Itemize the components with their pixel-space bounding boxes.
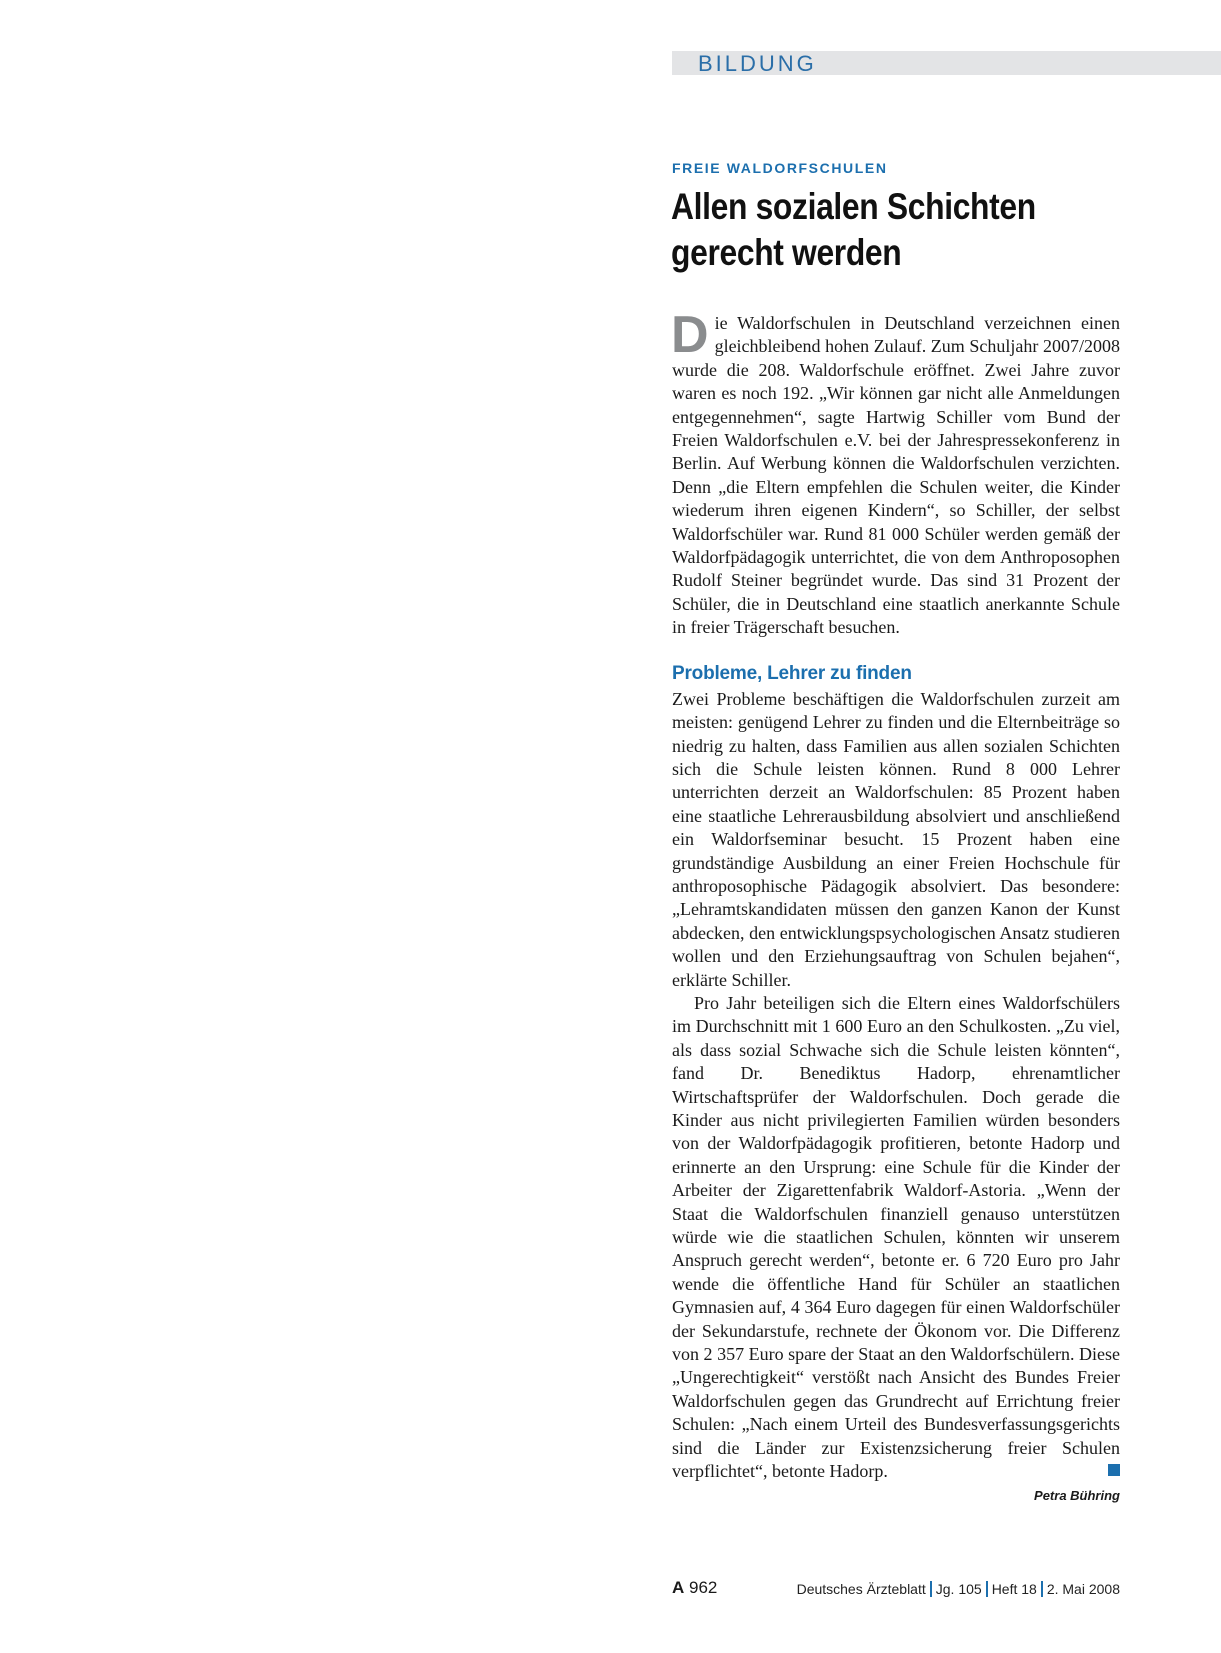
intro-text: ie Waldorfschulen in Deutschland verzeichnen einen gleichbleibend hohen Zulauf. Zum Schuljahr 2007/2008 wurde die 208. Waldorfschule eröffnet. Zwei Jahre zuvor waren es noch 192. „Wir können gar nicht alle Anmeldungen entgegennehmen“, sagte Hartwig Schiller vom Bund der Freien Waldorfschulen e.V. bei der Jahrespressekonferenz in Berlin. Auf Werbung können die Waldorfschulen verzichten. Denn „die Eltern empfehlen die Schulen weiter, die Kinder wiederum ihren eigenen Kindern“, so Schiller, der selbst Waldorfschüler war. Rund 81 000 Schüler werden gemäß der Waldorfpädagogik unterrichtet, die von dem Anthroposophen Rudolf Steiner begründet wurde. Das sind 31 Prozent der Schüler, die in Deutschland eine staatlich anerkannte Schule in freier Trägerschaft besuchen. [672,313,1120,638]
author-byline: Petra Bühring [1034,1487,1120,1503]
page-number-value: 962 [689,1578,718,1597]
journal-volume: Jg. 105 [935,1581,982,1597]
page-prefix: A [672,1578,685,1597]
article-kicker: FREIE WALDORFSCHULEN [672,160,888,176]
separator [930,1581,932,1597]
article-headline: Allen sozialen Schichten gerecht werden [671,186,1036,273]
body-paragraph [672,992,1120,1484]
drop-cap: D [671,306,709,364]
journal-name: Deutsches Ärzteblatt [796,1581,926,1597]
separator [1041,1581,1043,1597]
section-label: BILDUNG [698,51,817,76]
journal-issue: Heft 18 [991,1581,1037,1597]
body-paragraph-text: Pro Jahr beteiligen sich die Eltern eines Waldorfschülers im Durchschnitt mit 1 600 Euro an den Schulkosten. „Zu viel, als dass sozial Schwache sich die Schule leisten könnten“, fand Dr. Benediktus Hadorp, ehrenamtlicher Wirtschaftsprüfer der Waldorfschulen. Doch gerade die Kinder aus nicht privilegierten Familien würden besonders von der Waldorfpädagogik profitieren, betonte Hadorp und erinnerte an den Ursprung: eine Schule für die Kinder der Arbeiter der Zigarettenfabrik Waldorf-Astoria. „Wenn der Staat die Waldorfschulen finanziell genauso unterstützen würde wie die staatlichen Schulen, könnten wir unserem Anspruch gerecht werden“, betonte er. 6 720 Euro pro Jahr wende die öffentliche Hand für Schüler an staatlichen Gymnasien auf, 4 364 Euro dagegen für einen Waldorfschüler der Sekundarstufe, rechnete der Ökonom vor. Die Differenz von 2 357 Euro spare der Staat an den Waldorfschülern. Diese „Ungerechtigkeit“ verstößt nach Ansicht des Bundes Freier Waldorfschulen gegen das Grundrecht auf Errichtung freier Schulen: „Nach einem Urteil des Bundesverfassungsgerichts sind die Länder zur Existenzsicherung freier Schulen verpflichtet“, betonte Hadorp. [672,992,1120,1482]
intro-paragraph [671,306,1120,640]
page-number [672,1577,717,1599]
article-subheading: Probleme, Lehrer zu finden [672,662,912,684]
journal-date: 2. Mai 2008 [1046,1581,1120,1597]
article-body [671,306,1120,1506]
body-paragraph: Zwei Probleme beschäftigen die Waldorfschulen zurzeit am meisten: genügend Lehrer zu finden und die Elternbeiträge so niedrig zu halten, dass Familien aus allen sozialen Schichten sich die Schule leisten können. Rund 8 000 Lehrer unterrichten derzeit an Waldorfschulen: 85 Prozent haben eine staatliche Lehrerausbildung absolviert und anschließend ein Waldorfseminar besucht. 15 Prozent haben eine grundständige Ausbildung an einer Freien Hochschule für anthroposophische Pädagogik absolviert. Das besondere: „Lehramtskandidaten müssen den ganzen Kanon der Kunst abdecken, den entwicklungspsychologischen Ansatz studieren wollen und den Erziehungsauftrag von Schulen bejahen“, erklärte Schiller. [672,688,1120,990]
journal-info [797,1580,1120,1598]
end-of-article-icon [1108,1464,1120,1476]
separator [986,1581,988,1597]
